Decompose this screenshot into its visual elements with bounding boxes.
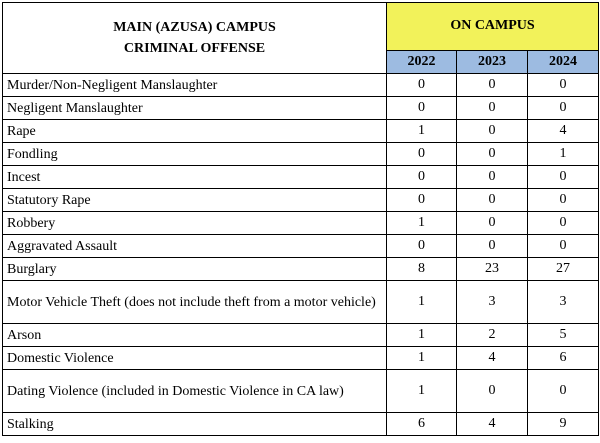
count-2023: 2 bbox=[457, 324, 528, 347]
offense-name: Arson bbox=[3, 324, 387, 347]
table-row bbox=[3, 324, 599, 347]
count-2023: 0 bbox=[457, 74, 528, 97]
count-2024: 0 bbox=[528, 235, 599, 258]
count-2023: 0 bbox=[457, 166, 528, 189]
count-2023: 23 bbox=[457, 258, 528, 281]
table-row bbox=[3, 97, 599, 120]
count-2022: 0 bbox=[387, 74, 457, 97]
count-2022: 6 bbox=[387, 413, 457, 436]
count-2022: 0 bbox=[387, 235, 457, 258]
count-2024: 5 bbox=[528, 324, 599, 347]
count-2024: 3 bbox=[528, 281, 599, 324]
offense-name: Fondling bbox=[3, 143, 387, 166]
count-2022: 0 bbox=[387, 143, 457, 166]
count-2024: 0 bbox=[528, 212, 599, 235]
offense-name: Burglary bbox=[3, 258, 387, 281]
table-row bbox=[3, 235, 599, 258]
count-2022: 0 bbox=[387, 97, 457, 120]
offense-name: Negligent Manslaughter bbox=[3, 97, 387, 120]
count-2024: 4 bbox=[528, 120, 599, 143]
count-2023: 0 bbox=[457, 370, 528, 413]
table-row bbox=[3, 370, 599, 413]
title-line-1: MAIN (AZUSA) CAMPUS bbox=[113, 20, 276, 35]
count-2023: 3 bbox=[457, 281, 528, 324]
count-2023: 0 bbox=[457, 143, 528, 166]
on-campus-header: ON CAMPUS bbox=[387, 3, 599, 51]
count-2024: 1 bbox=[528, 143, 599, 166]
count-2023: 4 bbox=[457, 347, 528, 370]
count-2023: 0 bbox=[457, 120, 528, 143]
table-row bbox=[3, 413, 599, 436]
count-2022: 1 bbox=[387, 281, 457, 324]
count-2024: 27 bbox=[528, 258, 599, 281]
table-row bbox=[3, 347, 599, 370]
crime-statistics-table bbox=[2, 2, 599, 436]
count-2022: 0 bbox=[387, 166, 457, 189]
count-2022: 8 bbox=[387, 258, 457, 281]
count-2024: 0 bbox=[528, 166, 599, 189]
count-2024: 0 bbox=[528, 74, 599, 97]
offense-name: Stalking bbox=[3, 413, 387, 436]
count-2023: 0 bbox=[457, 189, 528, 212]
count-2022: 1 bbox=[387, 347, 457, 370]
count-2024: 0 bbox=[528, 370, 599, 413]
count-2023: 4 bbox=[457, 413, 528, 436]
count-2023: 0 bbox=[457, 235, 528, 258]
table-title bbox=[3, 3, 387, 74]
offense-name: Rape bbox=[3, 120, 387, 143]
year-header-2024: 2024 bbox=[528, 50, 599, 73]
offense-name: Aggravated Assault bbox=[3, 235, 387, 258]
offense-name: Motor Vehicle Theft (does not include theft from a motor vehicle) bbox=[3, 281, 387, 324]
count-2022: 0 bbox=[387, 189, 457, 212]
count-2022: 1 bbox=[387, 212, 457, 235]
table-row bbox=[3, 189, 599, 212]
count-2022: 1 bbox=[387, 120, 457, 143]
count-2024: 6 bbox=[528, 347, 599, 370]
offense-name: Murder/Non-Negligent Manslaughter bbox=[3, 74, 387, 97]
offense-name: Robbery bbox=[3, 212, 387, 235]
count-2024: 0 bbox=[528, 97, 599, 120]
offense-name: Incest bbox=[3, 166, 387, 189]
offense-name: Domestic Violence bbox=[3, 347, 387, 370]
count-2022: 1 bbox=[387, 324, 457, 347]
table-row bbox=[3, 166, 599, 189]
count-2022: 1 bbox=[387, 370, 457, 413]
count-2024: 9 bbox=[528, 413, 599, 436]
count-2023: 0 bbox=[457, 212, 528, 235]
offense-name: Dating Violence (included in Domestic Violence in CA law) bbox=[3, 370, 387, 413]
table-row bbox=[3, 120, 599, 143]
year-header-2023: 2023 bbox=[457, 50, 528, 73]
title-line-2: CRIMINAL OFFENSE bbox=[123, 41, 266, 56]
table-row bbox=[3, 74, 599, 97]
table-row bbox=[3, 212, 599, 235]
offense-name: Statutory Rape bbox=[3, 189, 387, 212]
count-2024: 0 bbox=[528, 189, 599, 212]
table-row bbox=[3, 281, 599, 324]
year-header-2022: 2022 bbox=[387, 50, 457, 73]
count-2023: 0 bbox=[457, 97, 528, 120]
table-row bbox=[3, 258, 599, 281]
table-row bbox=[3, 143, 599, 166]
